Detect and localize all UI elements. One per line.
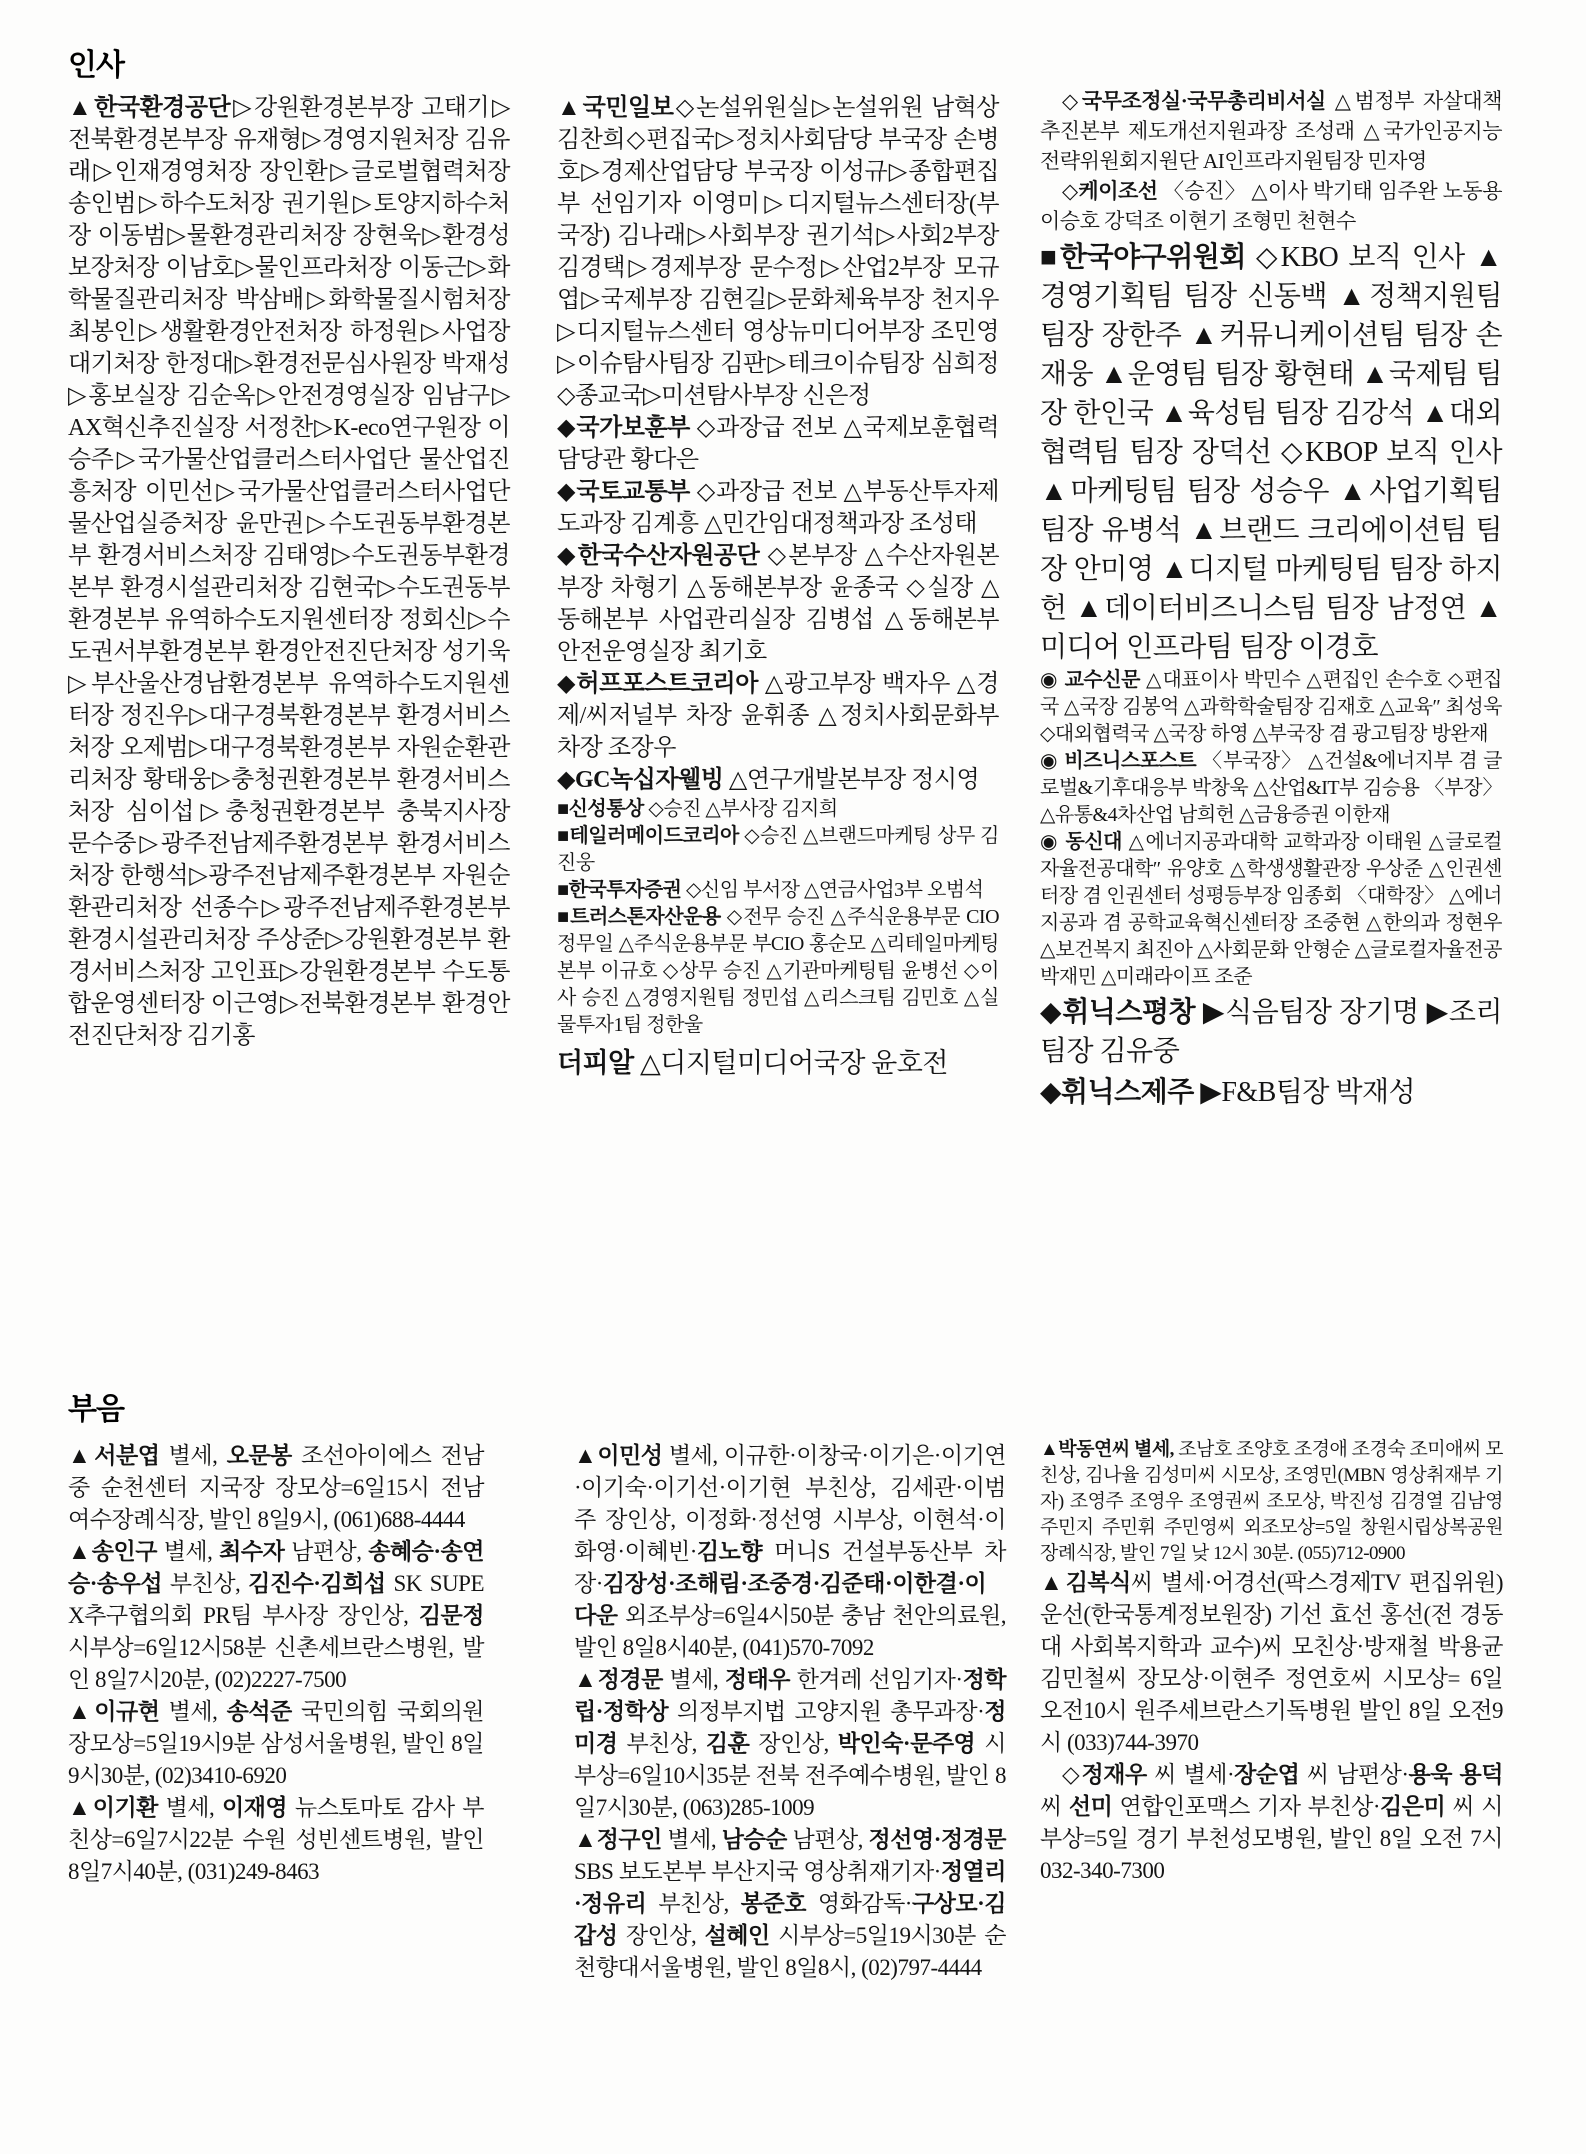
entry-name-bold: ◆국토교통부 bbox=[557, 479, 697, 505]
buum-column-1 bbox=[68, 1440, 484, 1888]
entry-text: △대표이사 박민수 △편집인 손수호 ◇편집국 △국장 김봉억 △과학학술팀장 김재호 △교육″ 최성욱 ◇대외협력국 △국장 하영 △부국장 겸 광고팀장 방완재 bbox=[1040, 669, 1502, 745]
entry-name-bold: ◉ 교수신문 bbox=[1040, 669, 1146, 691]
entry-paragraph bbox=[557, 1045, 999, 1082]
entry-paragraph bbox=[557, 92, 999, 412]
entry-text: ◇ bbox=[1062, 1762, 1082, 1787]
insa-column-3 bbox=[1040, 86, 1502, 1112]
entry-text: △에너지공과대학 교학과장 이태원 △글로컬자율전공대학″ 유양호 △학생생활관장 우상준 △인권센터장 겸 인권센터 성평등부장 임종회 〈대학장〉 △에너지공과 겸 공학교육혁신센터장 조중현 △한의과 정현우 △보건복지 최진아 △사회문화 안형순 △글로컬자율전공 박재민 △미래라이프 조준 bbox=[1040, 831, 1502, 988]
entry-name-bold: ▲한국환경공단 bbox=[68, 95, 231, 121]
entry-name-bold: ◆국가보훈부 bbox=[557, 415, 697, 441]
entry-name-bold: 장순엽 bbox=[1234, 1762, 1300, 1787]
entry-text: ◇과장급 전보 △부동산투자제도과장 김계흥 △민간임대정책과장 조성태 bbox=[557, 479, 999, 537]
entry-text: 씨 bbox=[1040, 1794, 1069, 1819]
entry-text: 외조부상=6일4시50분 충남 천안의료원, 발인 8일8시40분, (041)570-7092 bbox=[574, 1603, 1006, 1660]
entry-name-bold: 송혜승·송연승·송우섭 bbox=[68, 1539, 485, 1596]
entry-name-bold: ▲국민일보 bbox=[557, 95, 674, 121]
insa-section-title: 인사 bbox=[68, 49, 124, 82]
entry-paragraph bbox=[557, 877, 999, 904]
entry-name-bold: 남승순 bbox=[721, 1827, 787, 1852]
entry-text: 씨 남편상· bbox=[1299, 1762, 1409, 1787]
entry-name-bold: ◆허프포스트코리아 bbox=[557, 671, 765, 697]
entry-name-bold: 설혜인 bbox=[704, 1923, 770, 1948]
entry-text: △연구개발본부장 정시영 bbox=[728, 767, 980, 793]
entry-text: △범정부 자살대책추진본부 제도개선지원과장 조성래 △국가인공지능전략위원회지원단 AI인프라지원팀장 민자영 bbox=[1040, 89, 1502, 173]
entry-name-bold: ▲이규현 bbox=[68, 1699, 160, 1724]
entry-text: SK SUPEX추구협의회 PR팀 부사장 장인상, bbox=[68, 1571, 484, 1628]
entry-name-bold: 김노향 bbox=[696, 1539, 763, 1564]
entry-text: ◇전무 승진 △주식운용부문 CIO 정무일 △주식운용부문 부CIO 홍순모 △리테일마케팅본부 이규호 ◇상무 승진 △기관마케팅팀 윤병선 ◇이사 승진 △경영지원팀 정민섭 △리스크팀 김민호 △실물투자1팀 정한울 bbox=[557, 906, 1000, 1036]
entry-text: 별세, bbox=[157, 1795, 222, 1820]
entry-name-bold: 정학립·정학상 bbox=[574, 1667, 1006, 1724]
entry-name-bold: 김문정 bbox=[418, 1603, 484, 1628]
entry-text: ▶식음팀장 장기명 ▶조리팀장 김유중 bbox=[1040, 997, 1503, 1067]
entry-paragraph bbox=[1040, 238, 1502, 667]
entry-name-bold: ◉ 비즈니스포스트 bbox=[1040, 750, 1203, 772]
entry-name-bold: 정재우 bbox=[1081, 1762, 1147, 1787]
entry-text: 별세, 이규한·이창국·이기은·이기연·이기숙·이기선·이기현 부친상, 김세관·이범주 장인상, 이정화·정선영 시부상, 이현석·이화영·이혜빈· bbox=[574, 1443, 1007, 1564]
entry-paragraph bbox=[557, 796, 999, 823]
entry-text: △디지털미디어국장 윤호전 bbox=[640, 1048, 948, 1078]
entry-text: 별세, bbox=[159, 1443, 227, 1468]
entry-text: 별세, bbox=[662, 1667, 725, 1692]
entry-text: △광고부장 백자우 △경제/씨저널부 차장 윤휘종 △정치사회문화부 차장 조장우 bbox=[557, 671, 999, 761]
entry-name-bold: ▲정경문 bbox=[574, 1667, 663, 1692]
entry-paragraph bbox=[68, 1696, 484, 1792]
entry-text: ◇승진 △부사장 김지희 bbox=[648, 798, 838, 820]
entry-name-bold: 구상모·김갑성 bbox=[574, 1891, 1007, 1948]
entry-text: 조선아이에스 전남중 순천센터 지국장 장모상=6일15시 전남 여수장례식장, 발인 8일9시, (061)688-4444 bbox=[68, 1443, 485, 1532]
entry-text: 별세, bbox=[661, 1827, 722, 1852]
entry-name-bold: ■한국투자증권 bbox=[557, 879, 686, 901]
entry-paragraph bbox=[68, 1440, 484, 1536]
entry-name-bold: 더피알 bbox=[557, 1048, 640, 1078]
entry-text: 〈승진〉 △이사 박기태 임주완 노동용 이승호 강덕조 이현기 조형민 천현수 bbox=[1040, 179, 1502, 233]
entry-text: 씨 별세· bbox=[1146, 1762, 1235, 1787]
entry-text: 남편상, bbox=[786, 1827, 869, 1852]
entry-name-bold: 정미경 bbox=[574, 1699, 1006, 1756]
entry-name-bold: 정태우 bbox=[724, 1667, 791, 1692]
entry-name-bold: ◆GC녹십자웰빙 bbox=[557, 767, 729, 793]
entry-text: ◇신임 부서장 △연금사업3부 오범석 bbox=[686, 879, 984, 901]
entry-name-bold: 송석준 bbox=[226, 1699, 292, 1724]
entry-name-bold: 선미 bbox=[1068, 1794, 1113, 1819]
entry-text: 장인상, bbox=[749, 1731, 838, 1756]
entry-name-bold: 김훈 bbox=[705, 1731, 750, 1756]
entry-paragraph bbox=[1040, 748, 1502, 829]
entry-text: SBS 보도본부 부산지국 영상취재기자· bbox=[574, 1859, 941, 1884]
entry-paragraph bbox=[1040, 1073, 1502, 1112]
entry-text: 시부상=5일19시30분 순천향대서울병원, 발인 8일8시, (02)797-4444 bbox=[574, 1923, 1006, 1980]
entry-paragraph bbox=[1040, 86, 1502, 176]
entry-text: 한겨레 선임기자· bbox=[790, 1667, 963, 1692]
entry-paragraph bbox=[557, 668, 999, 764]
entry-paragraph bbox=[557, 412, 999, 476]
entry-name-bold: ◉ 동신대 bbox=[1040, 831, 1129, 853]
entry-text: ◇과장급 전보 △국제보훈협력담당관 황다은 bbox=[557, 415, 999, 473]
entry-paragraph bbox=[574, 1824, 1006, 1984]
entry-name-bold: ▲송인구 bbox=[68, 1539, 157, 1564]
entry-paragraph bbox=[68, 1792, 484, 1888]
entry-text: 머니S 건설부동산부 차장· bbox=[574, 1539, 1006, 1596]
buum-section-title: 부음 bbox=[68, 1393, 124, 1426]
entry-text: 영화감독· bbox=[805, 1891, 912, 1916]
entry-paragraph bbox=[1040, 667, 1502, 748]
entry-paragraph bbox=[574, 1440, 1006, 1664]
entry-text: 연합인포맥스 기자 부친상· bbox=[1112, 1794, 1381, 1819]
entry-paragraph bbox=[1040, 1567, 1503, 1759]
entry-name-bold: ■테일러메이드코리아 bbox=[557, 825, 745, 847]
entry-name-bold: ▲정구인 bbox=[574, 1827, 662, 1852]
entry-text: 의정부지법 고양지원 총무과장· bbox=[668, 1699, 985, 1724]
entry-paragraph bbox=[574, 1664, 1006, 1824]
entry-paragraph bbox=[1040, 1437, 1503, 1567]
entry-text: 장인상, bbox=[617, 1923, 705, 1948]
entry-text: 별세, bbox=[159, 1699, 227, 1724]
insa-column-1 bbox=[68, 92, 510, 1052]
entry-text: 부친상, bbox=[646, 1891, 741, 1916]
entry-name-bold: 정열리·정유리 bbox=[574, 1859, 1006, 1916]
entry-name-bold: 김은미 bbox=[1380, 1794, 1446, 1819]
entry-name-bold: 정선영·정경문 bbox=[868, 1827, 1007, 1852]
entry-name-bold: ◇국무조정실·국무총리비서실 bbox=[1062, 89, 1335, 113]
buum-column-3 bbox=[1040, 1437, 1503, 1887]
entry-text: 씨 시부상=5일 경기 부천성모병원, 발인 8일 오전 7시 032-340-7300 bbox=[1040, 1794, 1504, 1883]
entry-paragraph bbox=[557, 904, 999, 1039]
entry-text: ◇승진 △브랜드마케팅 상무 김진웅 bbox=[557, 825, 999, 874]
entry-name-bold: ▲이민성 bbox=[574, 1443, 663, 1468]
entry-text: 별세, bbox=[156, 1539, 220, 1564]
entry-name-bold: ■트러스톤자산운용 bbox=[557, 906, 727, 928]
entry-name-bold: 오문봉 bbox=[226, 1443, 292, 1468]
entry-name-bold: 최수자 bbox=[219, 1539, 285, 1564]
entry-text: ◇KBO 보직 인사 ▲경영기획팀 팀장 신동백 ▲정책지원팀 팀장 장한주 ▲커뮤니케이션팀 팀장 손재웅 ▲운영팀 팀장 황현태 ▲국제팀 팀장 한인국 ▲육성팀 팀장 김강석 ▲대외협력팀 팀장 장덕선 ◇KBOP 보직 인사 ▲마케팅팀 팀장 성승우 ▲사업기획팀 팀장 유병석 ▲브랜드 크리에이션팀 팀장 안미영 ▲디지털 마케팅팀 팀장 하지헌 ▲데이터비즈니스팀 팀장 남정연 ▲미디어 인프라팀 팀장 이경호 bbox=[1040, 242, 1502, 663]
entry-paragraph bbox=[1040, 829, 1502, 991]
entry-paragraph bbox=[1040, 993, 1502, 1071]
entry-name-bold: ◆한국수산자원공단 bbox=[557, 543, 768, 569]
buum-column-2 bbox=[574, 1440, 1006, 1984]
entry-name-bold: ▲박동연씨 별세, bbox=[1040, 1439, 1174, 1460]
entry-text: ◇본부장 △수산자원본부장 차형기 △동해본부장 윤종국 ◇실장 △동해본부 사업관리실장 김병섭 △동해본부 안전운영실장 최기호 bbox=[557, 543, 999, 665]
entry-paragraph bbox=[557, 764, 999, 796]
entry-name-bold: 봉준호 bbox=[740, 1891, 806, 1916]
entry-name-bold: ▲김복식 bbox=[1040, 1570, 1131, 1595]
entry-text: 부친상, bbox=[162, 1571, 249, 1596]
entry-text: 국민의힘 국회의원 장모상=5일19시9분 삼성서울병원, 발인 8일9시30분, (02)3410-6920 bbox=[68, 1699, 485, 1788]
entry-name-bold: ■신성통상 bbox=[557, 798, 649, 820]
entry-name-bold: ■한국야구위원회 bbox=[1040, 242, 1256, 273]
entry-text: ▷강원환경본부장 고태기▷전북환경본부장 유재형▷경영지원처장 김유래▷인재경영처장 장인환▷글로벌협력처장 송인범▷하수도처장 권기원▷토양지하수처장 이동범▷물환경관리처장 장현욱▷환경성보장처장 이남호▷물인프라처장 이동근▷화학물질관리처장 박삼배▷화학물질시험처장 최봉인▷생활환경안전처장 하정원▷사업장대기처장 한정대▷환경전문심사원장 박재성▷홍보실장 김순옥▷안전경영실장 임남구▷AX혁신추진실장 서정찬▷K-eco연구원장 이승주▷국가물산업클러스터사업단 물산업진흥처장 이민선▷국가물산업클러스터사업단 물산업실증처장 윤만권▷수도권동부환경본부 환경서비스처장 김태영▷수도권동부환경본부 환경시설관리처장 김현국▷수도권동부환경본부 유역하수도지원센터장 정회신▷수도권서부환경본부 환경안전진단처장 성기욱▷부산울산경남환경본부 유역하수도지원센터장 정진우▷대구경북환경본부 환경서비스처장 오제범▷대구경북환경본부 자원순환관리처장 황태웅▷충청권환경본부 환경서비스처장 심이섭▷충청권환경본부 충북지사장 문수중▷광주전남제주환경본부 환경서비스처장 한행석▷광주전남제주환경본부 자원순환관리처장 선종수▷광주전남제주환경본부 환경시설관리처장 주상준▷강원환경본부 환경서비스처장 고인표▷강원환경본부 수도통합운영센터장 이근영▷전북환경본부 환경안전진단처장 김기홍 bbox=[68, 95, 510, 1049]
entry-text: 〈부국장〉 △건설&에너지부 겸 글로벌&기후대응부 박창욱 △산업&IT부 김승용 〈부장〉 △유통&4차산업 남희헌 △금융증권 이한재 bbox=[1040, 750, 1502, 826]
entry-paragraph bbox=[1040, 176, 1502, 236]
entry-name-bold: ▲이기환 bbox=[68, 1795, 158, 1820]
entry-text: 뉴스토마토 감사 부친상=6일7시22분 수원 성빈센트병원, 발인 8일7시40분, (031)249-8463 bbox=[68, 1795, 485, 1884]
entry-name-bold: 박인숙·문주영 bbox=[837, 1731, 976, 1756]
entry-paragraph bbox=[557, 823, 999, 877]
entry-paragraph bbox=[68, 1536, 484, 1696]
entry-name-bold: 용욱 용덕 bbox=[1408, 1762, 1503, 1787]
entry-name-bold: 김장성·조해림·조중경·김준태·이한결·이다운 bbox=[574, 1571, 987, 1628]
entry-name-bold: 김진수·김희섭 bbox=[248, 1571, 386, 1596]
entry-name-bold: ◆휘닉스제주 bbox=[1040, 1077, 1201, 1108]
entry-text: 시부상=6일12시58분 신촌세브란스병원, 발인 8일7시20분, (02)2227-7500 bbox=[68, 1635, 484, 1692]
entry-text: 시부상=6일10시35분 전북 전주예수병원, 발인 8일7시30분, (063)285-1009 bbox=[574, 1731, 1007, 1820]
entry-text: ▶F&B팀장 박재성 bbox=[1200, 1077, 1416, 1108]
entry-text: ◇논설위원실▷논설위원 남혁상 김찬희◇편집국▷정치사회담당 부국장 손병호▷경제산업담당 부국장 이성규▷종합편집부 선임기자 이영미▷디지털뉴스센터장(부국장) 김나래▷사회부장 권기석▷사회2부장 김경택▷경제부장 문수정▷산업2부장 모규엽▷국제부장 김현길▷문화체육부장 천지우▷디지털뉴스센터 영상뉴미디어부장 조민영▷이슈탐사팀장 김판▷테크이슈팀장 심희정◇종교국▷미션탐사부장 신은정 bbox=[557, 95, 999, 409]
entry-paragraph bbox=[68, 92, 510, 1052]
entry-paragraph bbox=[557, 540, 999, 668]
entry-name-bold: ▲서분엽 bbox=[68, 1443, 160, 1468]
entry-text: 조남호 조양호 조경애 조경숙 조미애씨 모친상, 김나율 김성미씨 시모상, 조영민(MBN 영상취재부 기자) 조영주 조영우 조영권씨 조모상, 박진성 김경열 김남영 주민지 주민휘 주민영씨 외조모상=5일 창원시립상복공원장례식장, 발인 7일 낮 12시 30분. (055)712-0900 bbox=[1040, 1439, 1503, 1564]
entry-paragraph bbox=[557, 476, 999, 540]
entry-text: 남편상, bbox=[284, 1539, 369, 1564]
entry-name-bold: ◇케이조선 bbox=[1062, 179, 1164, 203]
entry-name-bold: 이재영 bbox=[221, 1795, 288, 1820]
entry-name-bold: ◆휘닉스평창 bbox=[1040, 997, 1203, 1028]
entry-paragraph bbox=[1040, 1759, 1503, 1887]
insa-column-2 bbox=[557, 92, 999, 1082]
entry-text: 부친상, bbox=[617, 1731, 706, 1756]
entry-text: 씨 별세·어경선(팍스경제TV 편집위원) 운선(한국통계정보원장) 기선 효선 홍선(전 경동대 사회복지학과 교수)씨 모친상·방재철 박용균 김민철씨 장모상·이현주 정연호씨 시모상= 6일 오전10시 원주세브란스기독병원 발인 8일 오전9시 (033)744-3970 bbox=[1040, 1570, 1503, 1755]
